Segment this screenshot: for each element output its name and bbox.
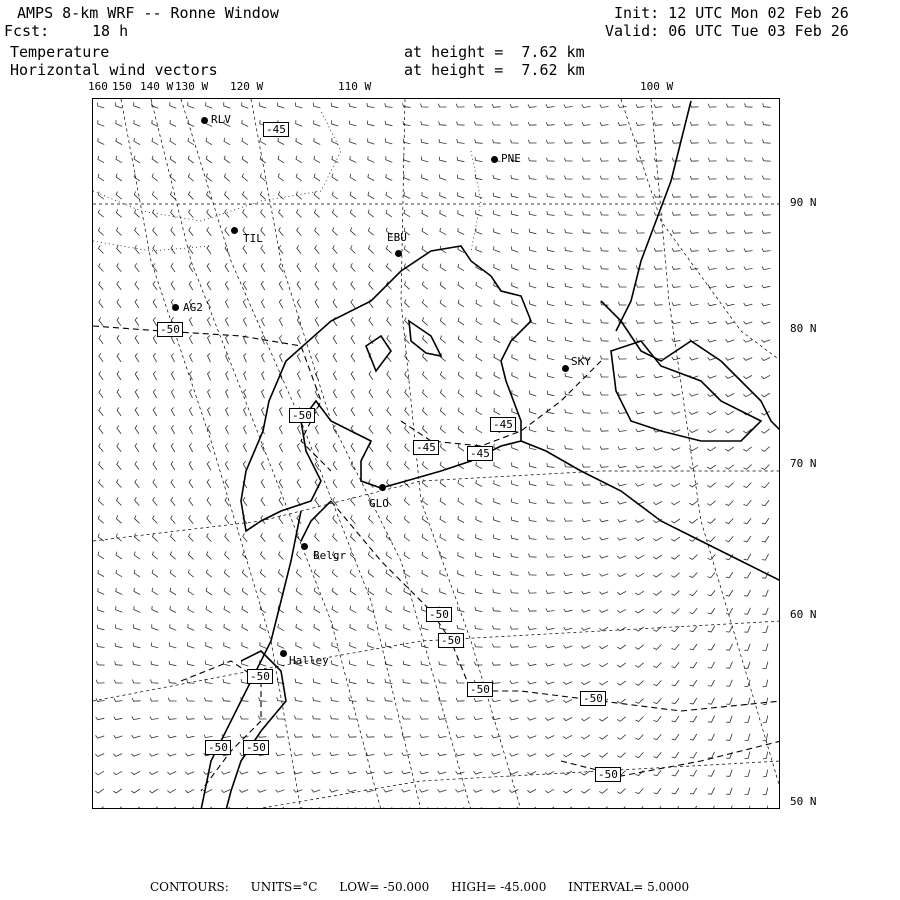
contour-label: -50 xyxy=(205,740,231,755)
station-label-rlv: RLV xyxy=(211,113,231,126)
lon-label-120w: 120 W xyxy=(230,80,264,93)
lat-label-60n: 60 N xyxy=(790,608,817,621)
map-panel xyxy=(92,98,780,809)
forecast-label: Fcst: xyxy=(4,22,50,40)
station-dot-rlv xyxy=(201,117,208,124)
station-label-halley: Halley xyxy=(289,654,329,667)
lat-label-80n: 80 N xyxy=(790,322,817,335)
station-layer xyxy=(93,99,780,809)
valid-time: Valid: 06 UTC Tue 03 Feb 26 xyxy=(605,22,849,40)
contour-label: -50 xyxy=(243,740,269,755)
footer-contours: CONTOURS: xyxy=(150,880,229,894)
lon-label-130w: 130 W xyxy=(175,80,209,93)
station-dot-glo xyxy=(379,484,386,491)
contour-legend xyxy=(150,880,707,894)
lon-label-110w: 110 W xyxy=(338,80,372,93)
contour-label: -50 xyxy=(580,691,606,706)
contour-label: -50 xyxy=(157,322,183,337)
contour-label: -50 xyxy=(595,767,621,782)
station-dot-ag2 xyxy=(172,304,179,311)
contour-label: -50 xyxy=(426,607,452,622)
contour-label: -50 xyxy=(438,633,464,648)
station-label-ag2: AG2 xyxy=(183,301,203,314)
station-label-ebu: EBU xyxy=(387,231,407,244)
footer-high: HIGH= -45.000 xyxy=(451,880,547,894)
station-label-pne: PNE xyxy=(501,152,521,165)
contour-label: -45 xyxy=(490,417,516,432)
contour-label: -50 xyxy=(289,408,315,423)
footer-units: UNITS=°C xyxy=(250,880,318,894)
footer-interval: INTERVAL= 5.0000 xyxy=(568,880,690,894)
contour-label: -50 xyxy=(467,682,493,697)
station-dot-belgrano xyxy=(301,543,308,550)
contour-label: -45 xyxy=(467,446,493,461)
contour-label: -45 xyxy=(263,122,289,137)
station-dot-til xyxy=(231,227,238,234)
station-dot-halley xyxy=(280,650,287,657)
lat-label-70n: 70 N xyxy=(790,457,817,470)
station-label-sky: SKY xyxy=(571,355,591,368)
station-label-glo: GLO xyxy=(369,497,389,510)
lon-label-140w: 140 W xyxy=(140,80,174,93)
footer-low: LOW= -50.000 xyxy=(339,880,430,894)
init-time: Init: 12 UTC Mon 02 Feb 26 xyxy=(614,4,849,22)
lat-label-90n: 90 N xyxy=(790,196,817,209)
contour-label: -45 xyxy=(413,440,439,455)
field-wind-height: at height = 7.62 km xyxy=(404,61,585,79)
station-label-belgrano: Belgr xyxy=(313,549,347,562)
contour-label: -50 xyxy=(247,669,273,684)
field-temperature: Temperature xyxy=(10,43,110,61)
map-title: AMPS 8-km WRF -- Ronne Window xyxy=(17,4,279,22)
lat-label-50n: 50 N xyxy=(790,795,817,808)
station-label-til: TIL xyxy=(243,232,263,245)
lon-label-150: 150 xyxy=(112,80,132,93)
station-dot-ebu xyxy=(395,250,402,257)
lon-label-100w: 100 W xyxy=(640,80,674,93)
forecast-hour: 18 h xyxy=(92,22,129,40)
field-temperature-height: at height = 7.62 km xyxy=(404,43,585,61)
field-wind: Horizontal wind vectors xyxy=(10,61,218,79)
station-dot-pne xyxy=(491,156,498,163)
station-dot-sky xyxy=(562,365,569,372)
lon-label-160: 160 xyxy=(88,80,108,93)
